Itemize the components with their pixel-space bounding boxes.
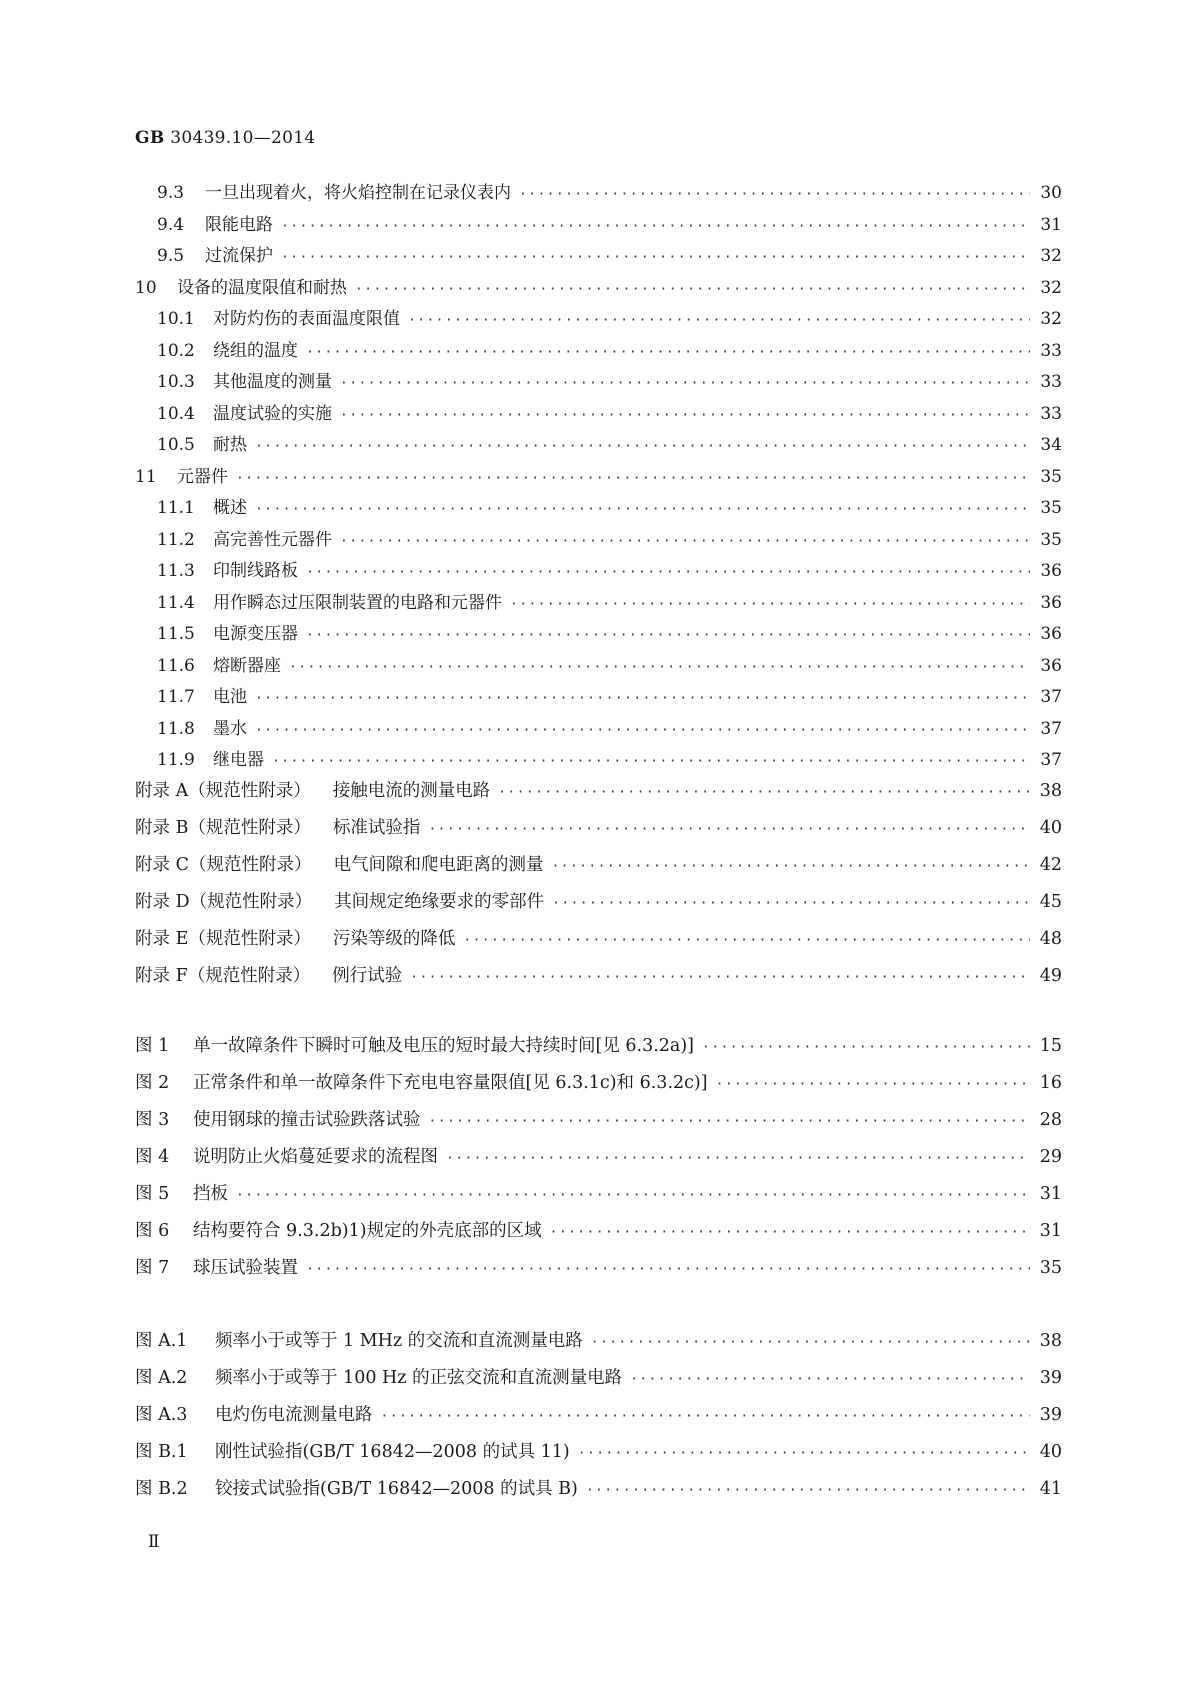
toc-entry-page: 30 — [1040, 183, 1062, 203]
document-header — [135, 128, 316, 148]
toc-entry-page: 33 — [1040, 340, 1062, 361]
toc-section-entry[interactable] — [135, 619, 1062, 651]
toc-entry-title: 概述 — [213, 498, 247, 518]
toc-entry-page: 36 — [1040, 561, 1062, 581]
toc-entry-page: 48 — [1039, 928, 1062, 949]
toc-entry-number: 11.9 — [157, 750, 195, 770]
toc-section-entry[interactable] — [135, 588, 1062, 620]
toc-entry-page: 49 — [1039, 965, 1062, 986]
toc-appendix-figure-entry[interactable] — [135, 1327, 1062, 1364]
figure-list — [135, 1032, 1062, 1291]
toc-appendix-figure-entry[interactable] — [135, 1364, 1062, 1401]
toc-entry-page: 28 — [1039, 1109, 1062, 1130]
dot-leader — [630, 1372, 1030, 1387]
toc-figure-entry[interactable] — [135, 1106, 1062, 1143]
toc-entry-number: 附录 F（规范性附录） — [135, 965, 311, 986]
toc-entry-page: 36 — [1040, 592, 1062, 613]
dot-leader — [716, 1077, 1030, 1092]
toc-entry-title: 设备的温度限值和耐热 — [177, 277, 347, 298]
toc-entry-page: 36 — [1040, 624, 1062, 644]
table-of-contents — [135, 178, 1062, 1512]
toc-figure-entry[interactable] — [135, 1217, 1062, 1254]
toc-entry-page: 35 — [1039, 1257, 1062, 1278]
toc-appendix-entry[interactable] — [135, 851, 1062, 888]
toc-entry-page: 40 — [1039, 817, 1062, 838]
toc-entry-number: 11.7 — [157, 687, 195, 707]
toc-entry-page: 32 — [1040, 309, 1062, 329]
toc-entry-page: 29 — [1039, 1146, 1062, 1167]
toc-entry-title: 元器件 — [177, 466, 228, 487]
dot-leader — [429, 1114, 1031, 1129]
toc-entry-title: 铰接式试验指(GB/T 16842—2008 的试具 B) — [215, 1478, 578, 1499]
toc-section-entry[interactable] — [135, 682, 1062, 714]
toc-entry-page: 39 — [1039, 1404, 1062, 1425]
toc-entry-page: 15 — [1039, 1035, 1062, 1056]
toc-section-entry[interactable] — [135, 210, 1062, 242]
dot-leader — [306, 1262, 1030, 1277]
toc-entry-page: 39 — [1039, 1367, 1062, 1388]
dot-leader — [510, 597, 1030, 612]
toc-entry-title: 单一故障条件下瞬时可触及电压的短时最大持续时间[见 6.3.2a)] — [193, 1035, 695, 1056]
toc-entry-title: 电源变压器 — [213, 624, 298, 644]
toc-entry-title: 标准试验指 — [332, 817, 421, 838]
toc-entry-number: 10.1 — [157, 309, 195, 329]
dot-leader — [355, 282, 1030, 297]
toc-appendix-figure-entry[interactable] — [135, 1401, 1062, 1438]
toc-entry-page: 35 — [1040, 466, 1062, 487]
toc-entry-number: 11.6 — [157, 655, 195, 676]
standard-number: 30439.10—2014 — [170, 128, 316, 148]
appendix-list — [135, 777, 1062, 999]
dot-leader — [281, 219, 1030, 234]
toc-entry-page: 31 — [1040, 214, 1062, 235]
toc-figure-entry[interactable] — [135, 1180, 1062, 1217]
toc-entry-number: 9.5 — [157, 246, 185, 266]
dot-leader — [306, 345, 1030, 360]
toc-section-entry[interactable] — [135, 462, 1062, 494]
toc-entry-title: 球压试验装置 — [193, 1257, 298, 1278]
toc-entry-title: 墨水 — [213, 718, 247, 739]
toc-entry-number: 附录 B（规范性附录） — [135, 817, 311, 838]
toc-figure-entry[interactable] — [135, 1143, 1062, 1180]
toc-entry-title: 电气间隙和爬电距离的测量 — [333, 854, 544, 875]
toc-entry-number: 9.3 — [157, 183, 185, 203]
toc-entry-title: 频率小于或等于 100 Hz 的正弦交流和直流测量电路 — [215, 1367, 623, 1388]
toc-entry-page: 38 — [1039, 780, 1062, 801]
toc-entry-page: 35 — [1040, 529, 1062, 550]
dot-leader — [255, 723, 1030, 738]
toc-entry-title: 用作瞬态过压限制装置的电路和元器件 — [213, 592, 502, 613]
dot-leader — [552, 896, 1030, 911]
toc-entry-title: 温度试验的实施 — [213, 403, 332, 424]
toc-figure-entry[interactable] — [135, 1032, 1062, 1069]
toc-entry-number: 11.1 — [157, 498, 195, 518]
toc-entry-title: 电池 — [213, 687, 247, 707]
toc-entry-number: 10.2 — [157, 340, 195, 361]
toc-appendix-entry[interactable] — [135, 777, 1062, 814]
toc-entry-number: 11 — [135, 466, 157, 487]
toc-entry-number: 10.3 — [157, 372, 195, 392]
section-list — [135, 178, 1062, 777]
toc-figure-entry[interactable] — [135, 1254, 1062, 1291]
toc-entry-number: 9.4 — [157, 214, 185, 235]
toc-appendix-entry[interactable] — [135, 962, 1062, 999]
toc-section-entry[interactable] — [135, 241, 1062, 273]
dot-leader — [236, 1188, 1030, 1203]
toc-entry-title: 熔断器座 — [213, 655, 281, 676]
toc-entry-title: 频率小于或等于 1 MHz 的交流和直流测量电路 — [215, 1330, 583, 1351]
appendix-figure-list — [135, 1327, 1062, 1512]
toc-entry-page: 37 — [1040, 687, 1062, 707]
toc-entry-title: 限能电路 — [205, 214, 273, 235]
toc-entry-number: 图 6 — [135, 1220, 170, 1241]
dot-leader — [463, 933, 1030, 948]
toc-section-entry[interactable] — [135, 178, 1062, 210]
toc-entry-number: 11.3 — [157, 561, 195, 581]
toc-section-entry[interactable] — [135, 273, 1062, 305]
dot-leader — [428, 822, 1030, 837]
dot-leader — [519, 187, 1030, 202]
toc-section-entry[interactable] — [135, 336, 1062, 368]
toc-entry-title: 其间规定绝缘要求的零部件 — [334, 891, 545, 912]
toc-entry-title: 继电器 — [213, 750, 264, 770]
dot-leader — [281, 250, 1030, 265]
dot-leader — [340, 376, 1030, 391]
toc-entry-title: 绕组的温度 — [213, 340, 298, 361]
toc-entry-title: 例行试验 — [332, 965, 403, 986]
toc-section-entry[interactable] — [135, 745, 1062, 777]
toc-entry-page: 32 — [1040, 277, 1062, 298]
dot-leader — [578, 1446, 1030, 1461]
toc-entry-number: 10 — [135, 277, 157, 298]
toc-entry-number: 图 2 — [135, 1072, 170, 1093]
toc-entry-number: 图 A.2 — [135, 1367, 188, 1388]
toc-entry-title: 接触电流的测量电路 — [332, 780, 491, 801]
toc-section-entry[interactable] — [135, 430, 1062, 462]
toc-entry-page: 31 — [1039, 1220, 1062, 1241]
toc-entry-title: 其他温度的测量 — [213, 372, 332, 392]
toc-entry-title: 说明防止火焰蔓延要求的流程图 — [193, 1146, 438, 1167]
toc-entry-number: 图 3 — [135, 1109, 170, 1130]
toc-entry-page: 42 — [1039, 854, 1062, 875]
dot-leader — [289, 660, 1030, 675]
toc-entry-number: 附录 A（规范性附录） — [135, 780, 311, 801]
toc-entry-page: 33 — [1040, 372, 1062, 392]
dot-leader — [272, 754, 1030, 769]
toc-entry-page: 31 — [1039, 1183, 1062, 1204]
toc-section-entry[interactable] — [135, 525, 1062, 557]
standard-prefix: GB — [135, 128, 165, 148]
dot-leader — [591, 1335, 1030, 1350]
toc-entry-number: 图 B.2 — [135, 1478, 188, 1499]
toc-entry-number: 图 7 — [135, 1257, 170, 1278]
toc-section-entry[interactable] — [135, 493, 1062, 525]
toc-entry-title: 电灼伤电流测量电路 — [215, 1404, 373, 1425]
dot-leader — [340, 534, 1030, 549]
dot-leader — [255, 691, 1030, 706]
toc-entry-page: 40 — [1039, 1441, 1062, 1462]
toc-section-entry[interactable] — [135, 399, 1062, 431]
toc-entry-title: 过流保护 — [205, 246, 273, 266]
dot-leader — [498, 785, 1030, 800]
toc-entry-page: 37 — [1040, 750, 1062, 770]
toc-entry-title: 印制线路板 — [213, 561, 298, 581]
toc-entry-number: 11.4 — [157, 592, 195, 613]
dot-leader — [551, 859, 1030, 874]
toc-entry-page: 45 — [1039, 891, 1062, 912]
dot-leader — [446, 1151, 1030, 1166]
dot-leader — [550, 1225, 1030, 1240]
dot-leader — [306, 565, 1030, 580]
toc-entry-number: 11.5 — [157, 624, 195, 644]
toc-appendix-figure-entry[interactable] — [135, 1438, 1062, 1475]
toc-entry-page: 16 — [1039, 1072, 1062, 1093]
toc-entry-page: 36 — [1040, 655, 1062, 676]
toc-figure-entry[interactable] — [135, 1069, 1062, 1106]
toc-entry-number: 附录 C（规范性附录） — [135, 854, 312, 875]
toc-entry-page: 34 — [1040, 435, 1062, 455]
toc-entry-title: 刚性试验指(GB/T 16842—2008 的试具 11) — [215, 1441, 570, 1462]
dot-leader — [408, 313, 1030, 328]
toc-entry-number: 图 A.3 — [135, 1404, 188, 1425]
toc-entry-page: 33 — [1040, 403, 1062, 424]
toc-entry-number: 图 4 — [135, 1146, 170, 1167]
toc-entry-number: 图 B.1 — [135, 1441, 188, 1462]
toc-entry-title: 污染等级的降低 — [332, 928, 456, 949]
toc-entry-title: 结构要符合 9.3.2b)1)规定的外壳底部的区域 — [193, 1220, 542, 1241]
toc-entry-title: 耐热 — [213, 435, 247, 455]
toc-entry-number: 11.2 — [157, 529, 195, 550]
toc-entry-page: 37 — [1040, 718, 1062, 739]
toc-entry-title: 一旦出现着火，将火焰控制在记录仪表内 — [205, 183, 511, 203]
toc-appendix-entry[interactable] — [135, 888, 1062, 925]
dot-leader — [410, 970, 1030, 985]
toc-entry-number: 图 5 — [135, 1183, 170, 1204]
dot-leader — [255, 502, 1030, 517]
page-number: Ⅱ — [148, 1532, 160, 1552]
toc-entry-title: 挡板 — [193, 1183, 228, 1204]
toc-section-entry[interactable] — [135, 367, 1062, 399]
dot-leader — [586, 1483, 1030, 1498]
toc-appendix-figure-entry[interactable] — [135, 1475, 1062, 1512]
dot-leader — [340, 408, 1030, 423]
toc-entry-page: 32 — [1040, 246, 1062, 266]
toc-entry-number: 10.4 — [157, 403, 195, 424]
toc-entry-number: 图 1 — [135, 1035, 170, 1056]
toc-appendix-entry[interactable] — [135, 814, 1062, 851]
toc-entry-number: 附录 E（规范性附录） — [135, 928, 311, 949]
dot-leader — [381, 1409, 1031, 1424]
toc-entry-title: 对防灼伤的表面温度限值 — [213, 309, 400, 329]
dot-leader — [702, 1040, 1030, 1055]
toc-entry-title: 高完善性元器件 — [213, 529, 332, 550]
toc-section-entry[interactable] — [135, 556, 1062, 588]
dot-leader — [236, 471, 1030, 486]
toc-entry-number: 10.5 — [157, 435, 195, 455]
toc-entry-number: 11.8 — [157, 718, 195, 739]
toc-entry-title: 使用钢球的撞击试验跌落试验 — [193, 1109, 421, 1130]
toc-entry-page: 38 — [1039, 1330, 1062, 1351]
toc-entry-number: 附录 D（规范性附录） — [135, 891, 313, 912]
toc-entry-number: 图 A.1 — [135, 1330, 188, 1351]
toc-section-entry[interactable] — [135, 304, 1062, 336]
toc-section-entry[interactable] — [135, 651, 1062, 683]
toc-appendix-entry[interactable] — [135, 925, 1062, 962]
dot-leader — [306, 628, 1030, 643]
toc-section-entry[interactable] — [135, 714, 1062, 746]
toc-entry-page: 41 — [1039, 1478, 1062, 1499]
toc-entry-title: 正常条件和单一故障条件下充电电容量限值[见 6.3.1c)和 6.3.2c)] — [193, 1072, 708, 1093]
toc-entry-page: 35 — [1040, 498, 1062, 518]
dot-leader — [255, 439, 1030, 454]
